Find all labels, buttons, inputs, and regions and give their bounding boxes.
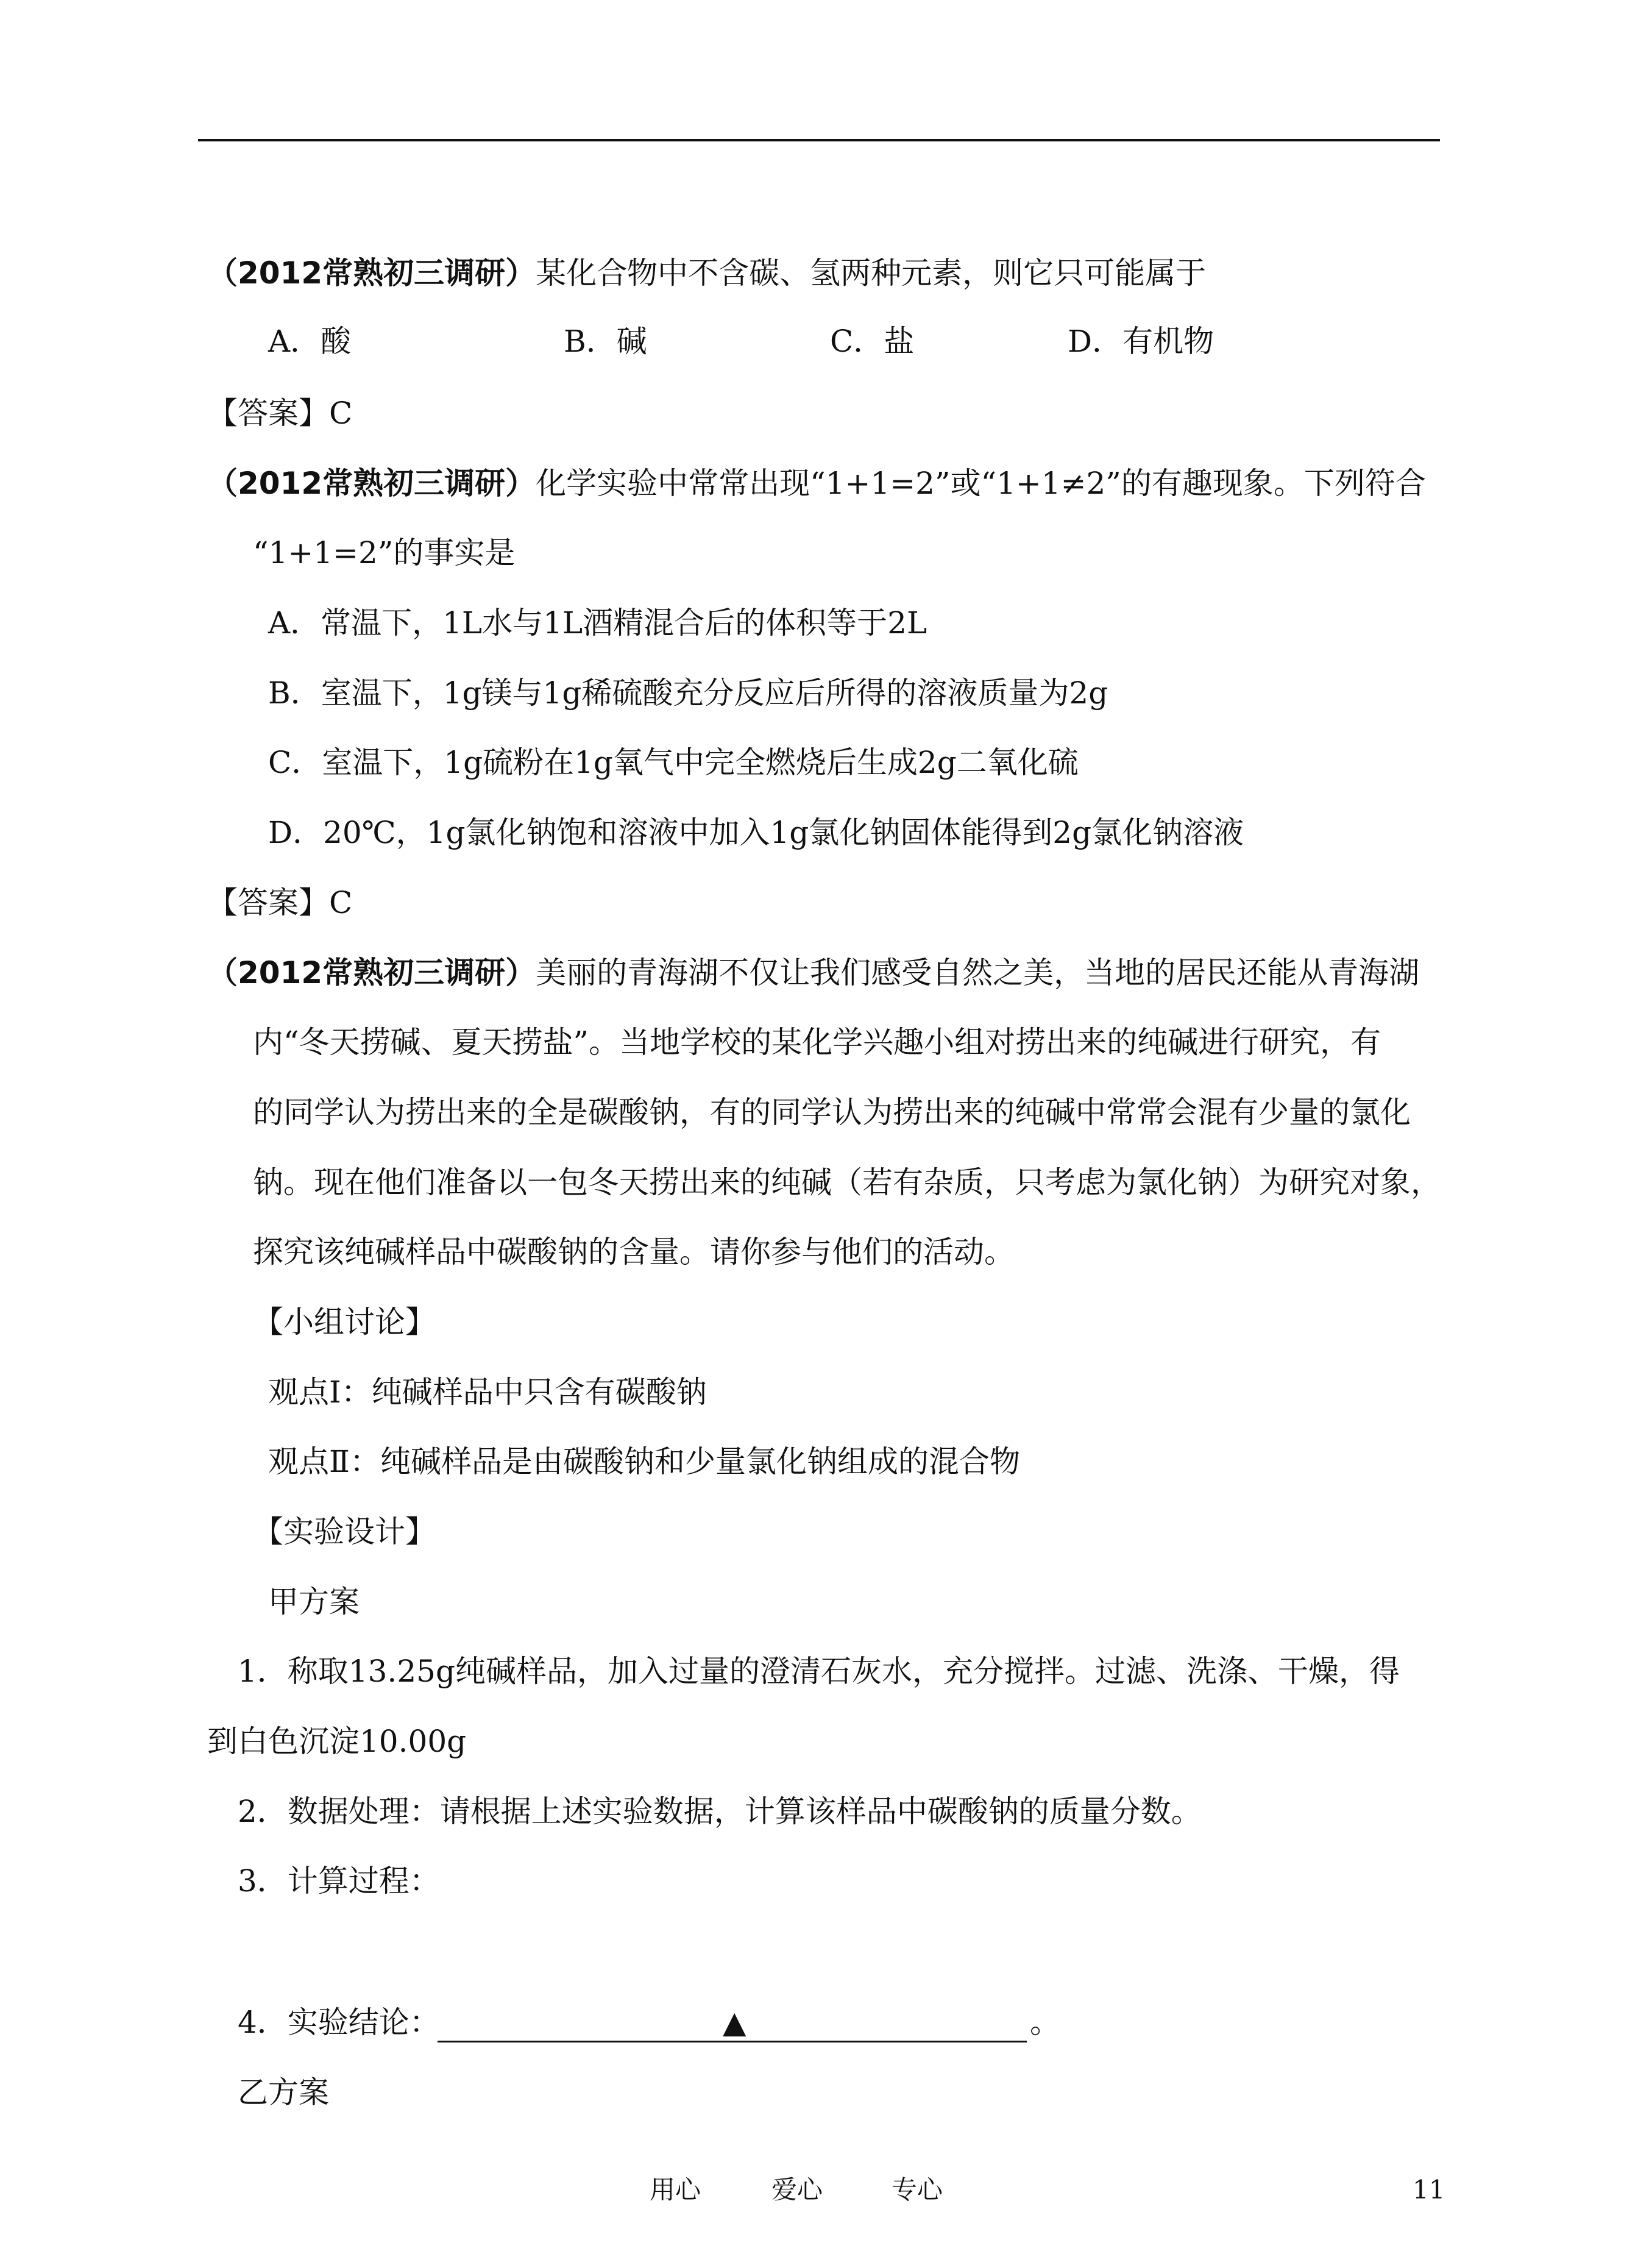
q1-option-c: C．盐 (830, 324, 915, 359)
q1-stem: 某化合物中不含碳、氢两种元素，则它只可能属于 (536, 255, 1207, 291)
q3-stem-line-3: 的同学认为捞出来的全是碳酸钠，有的同学认为捞出来的纯碱中常常会混有少量的氯化 (253, 1095, 1411, 1130)
q3-view-2: 观点Ⅱ：纯碱样品是由碳酸钠和少量氯化钠组成的混合物 (268, 1444, 1020, 1479)
q3-step-1-line-2: 到白色沉淀10.00g (207, 1724, 467, 1759)
q3-step-4: 4．实验结论： (238, 2005, 440, 2040)
q3-stem-line-5: 探究该纯碱样品中碳酸钠的含量。请你参与他们的活动。 (253, 1234, 1015, 1270)
answer-blank-line[interactable] (438, 2041, 1027, 2042)
q3-source: （2012常熟初三调研） (207, 955, 536, 990)
q3-step-4-end: 。 (1030, 2005, 1060, 2040)
q3-plan-a: 甲方案 (268, 1584, 360, 1619)
q2-option-c: C．室温下，1g硫粉在1g氧气中完全燃烧后生成2g二氧化硫 (268, 745, 1079, 780)
q1-answer: 【答案】C (207, 396, 353, 431)
q2-stem-1: 化学实验中常常出现“1+1=2”或“1+1≠2”的有趣现象。下列符合 (536, 466, 1426, 501)
q1-option-b: B．碱 (564, 324, 647, 359)
q1-option-a: A．酸 (268, 324, 352, 359)
footer-item-2: 爱心 (771, 2175, 823, 2205)
q3-step-2: 2．数据处理：请根据上述实验数据，计算该样品中碳酸钠的质量分数。 (238, 1794, 1202, 1829)
q3-stem-line-4: 钠。现在他们准备以一包冬天捞出来的纯碱（若有杂质，只考虑为氯化钠）为研究对象， (253, 1165, 1441, 1200)
q3-step-3: 3．计算过程： (238, 1863, 440, 1899)
q2-option-b: B．室温下，1g镁与1g稀硫酸充分反应后所得的溶液质量为2g (268, 675, 1108, 711)
q3-stem-line-1 (207, 954, 1419, 991)
q2-source: （2012常熟初三调研） (207, 466, 536, 501)
footer-item-1: 用心 (650, 2175, 701, 2205)
q1-option-d: D．有机物 (1068, 324, 1214, 359)
q1-stem-line (207, 255, 1206, 291)
footer-item-3: 专心 (892, 2175, 943, 2205)
q3-view-1: 观点Ⅰ：纯碱样品中只含有碳酸钠 (268, 1374, 707, 1410)
q3-stem-1: 美丽的青海湖不仅让我们感受自然之美，当地的居民还能从青海湖 (536, 955, 1420, 990)
q2-stem-line-1 (207, 465, 1426, 502)
triangle-marker-icon: ▲ (723, 2005, 746, 2040)
q2-option-a: A．常温下，1L水与1L酒精混合后的体积等于2L (268, 605, 927, 641)
header-rule (198, 139, 1440, 141)
q2-option-d: D．20℃，1g氯化钠饱和溶液中加入1g氯化钠固体能得到2g氯化钠溶液 (268, 815, 1244, 850)
q1-source: （2012常熟初三调研） (207, 255, 536, 291)
page-number: 11 (1413, 2175, 1445, 2205)
q3-step-1-line-1: 1．称取13.25g纯碱样品，加入过量的澄清石灰水，充分搅拌。过滤、洗涤、干燥，得 (238, 1654, 1400, 1689)
q2-stem-line-2: “1+1=2”的事实是 (253, 535, 516, 571)
q2-answer: 【答案】C (207, 885, 353, 920)
q3-discussion-heading: 【小组讨论】 (253, 1304, 436, 1340)
q3-design-heading: 【实验设计】 (253, 1514, 436, 1549)
q3-stem-line-2: 内“冬天捞碱、夏天捞盐”。当地学校的某化学兴趣小组对捞出来的纯碱进行研究，有 (253, 1025, 1381, 1060)
q3-plan-b: 乙方案 (238, 2075, 329, 2110)
